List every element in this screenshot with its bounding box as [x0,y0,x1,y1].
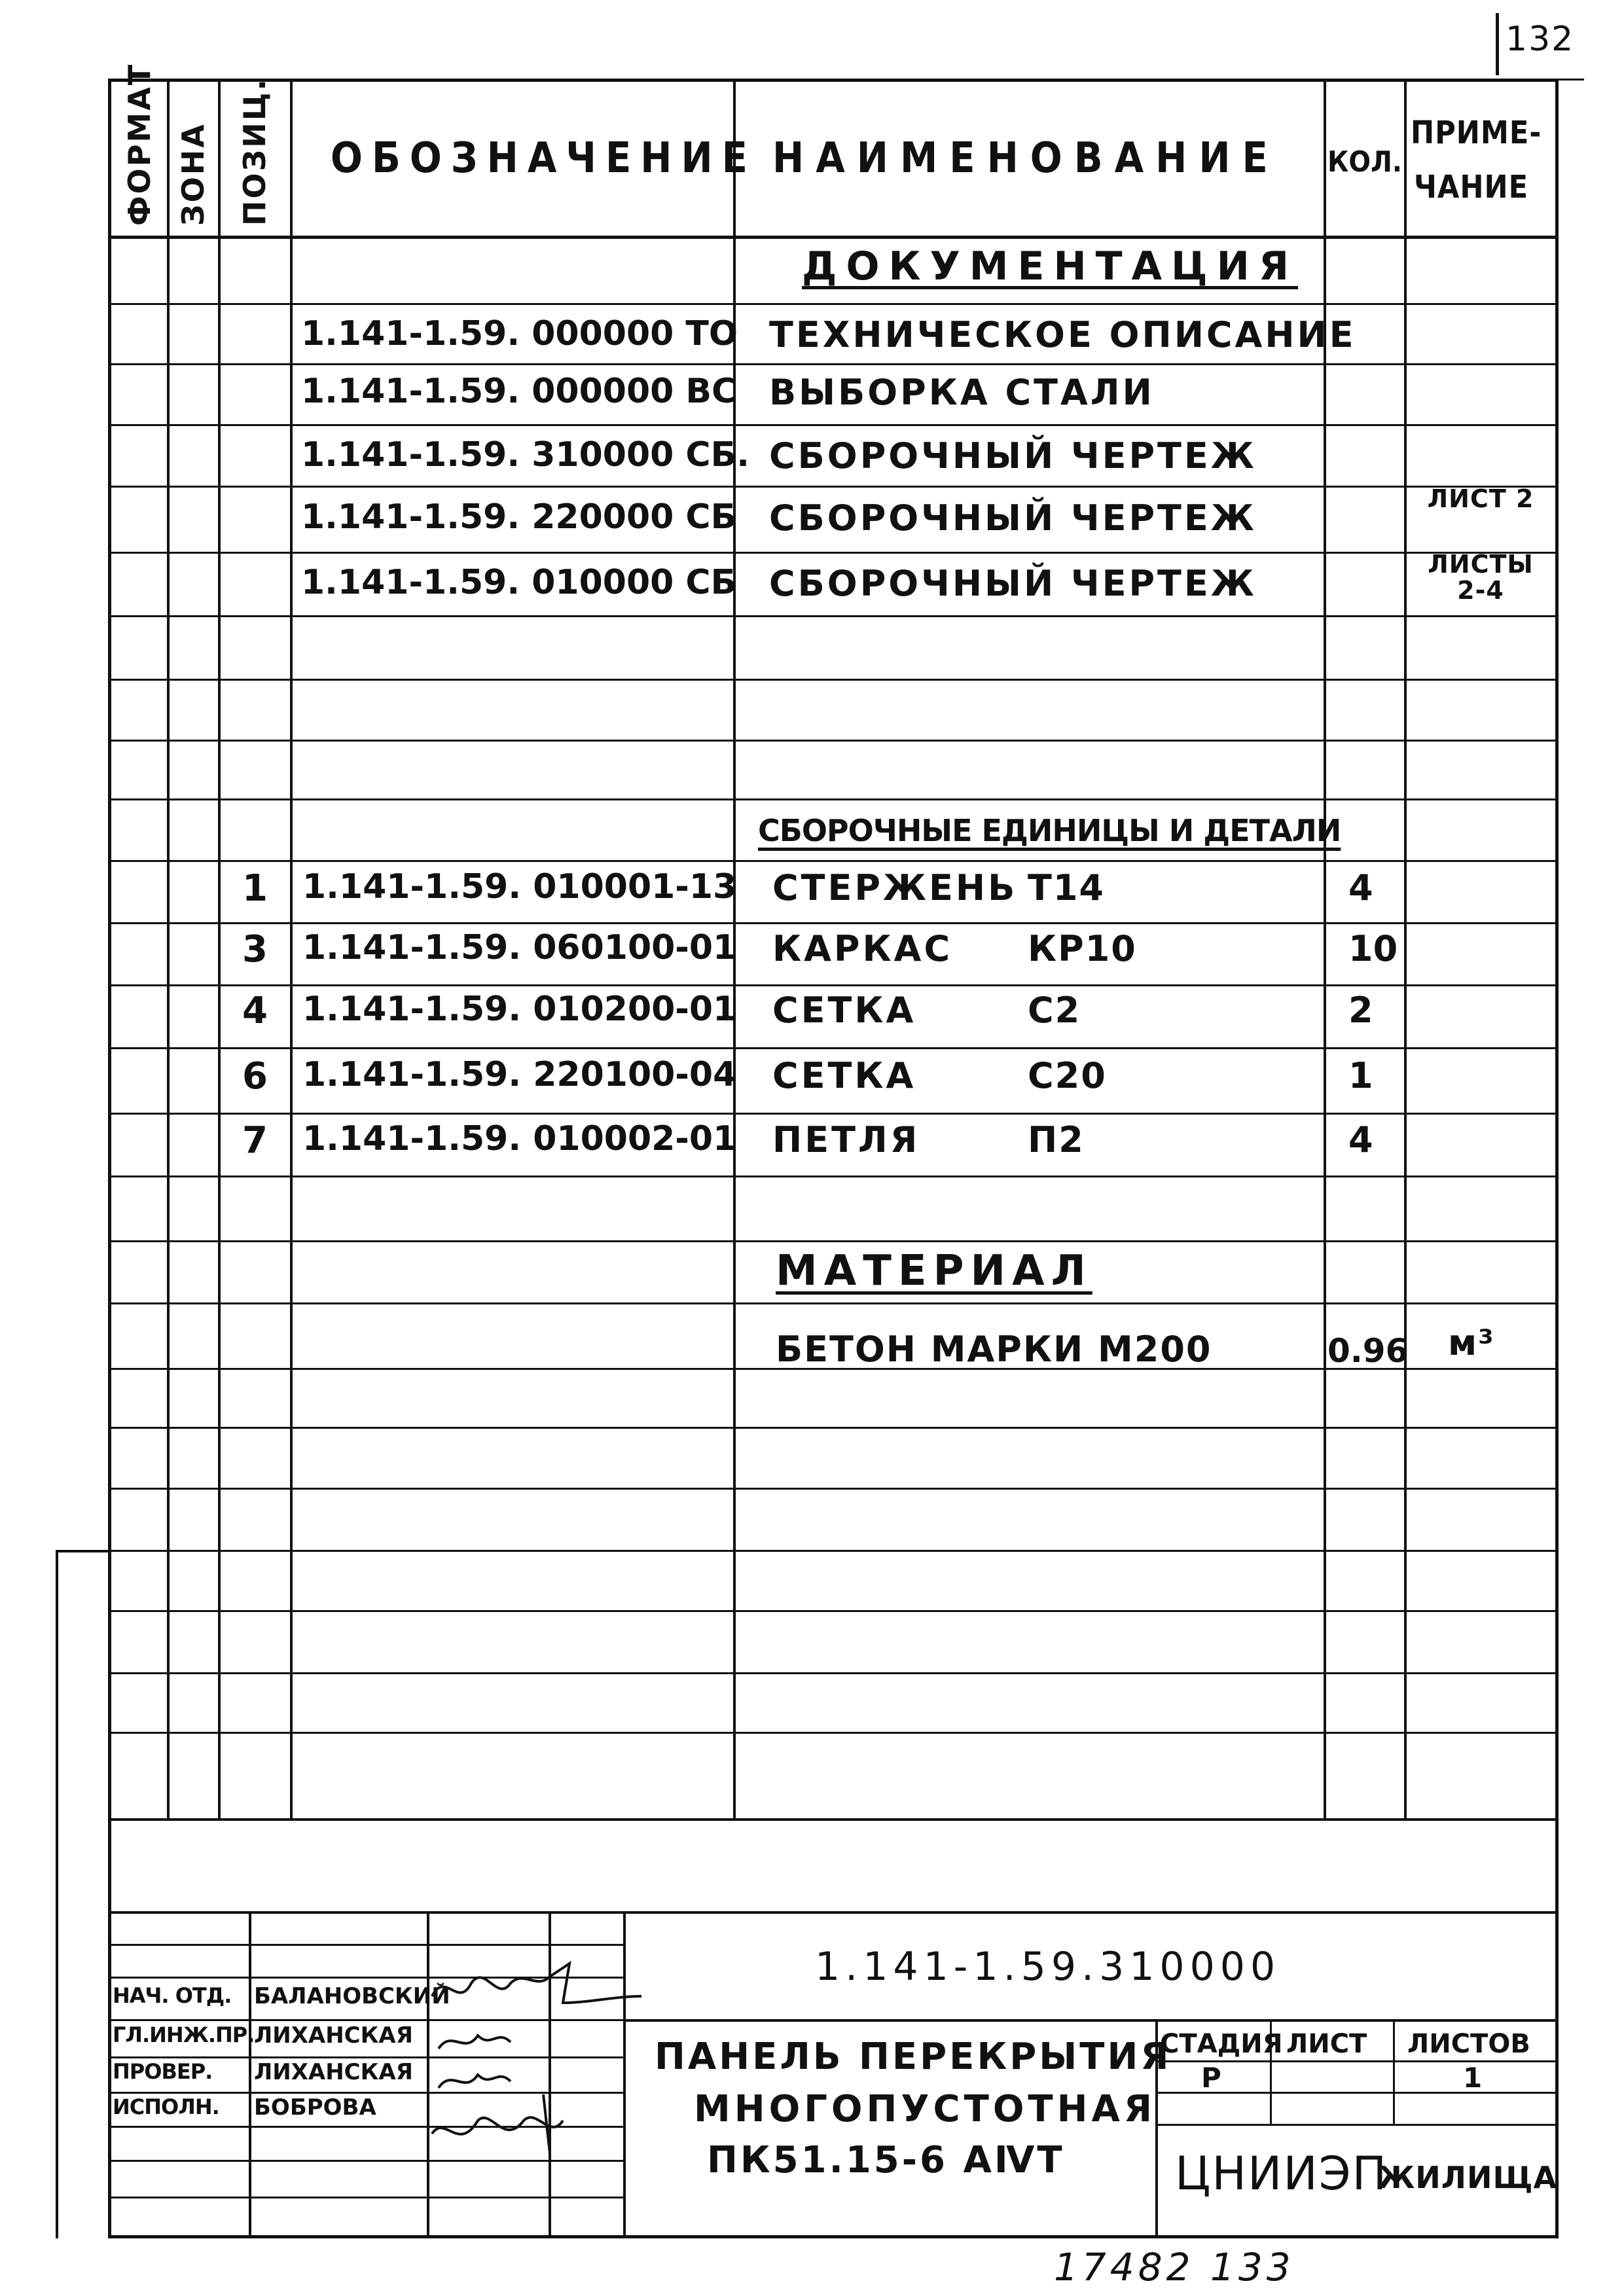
part-pos: 6 [242,1055,268,1098]
title-line1: ПАНЕЛЬ ПЕРЕКРЫТИЯ [655,2036,1172,2078]
header-note-line2: ЧАНИЕ [1414,169,1529,206]
part-qty: 1 [1348,1055,1373,1096]
part-pos: 4 [242,990,268,1032]
table-row-line [108,984,1558,986]
material-qty: 0.96 [1327,1332,1409,1370]
table-row-line [108,1113,1558,1115]
sheets-label: ЛИСТОВ [1407,2029,1530,2059]
section-assemblies: СБОРОЧНЫЕ ЕДИНИЦЫ И ДЕТАЛИ [758,813,1341,848]
sheet-label: ЛИСТ [1286,2029,1367,2059]
document-designation: 1.141-1.59. 000000 ВС [301,372,737,411]
signature-person: БОБРОВА [254,2094,376,2121]
document-name: ВЫБОРКА СТАЛИ [769,372,1155,413]
signature-role: ИСПОЛН. [113,2094,219,2119]
title-line2: МНОГОПУСТОТНАЯ [694,2088,1156,2130]
table-row-line [108,1240,1558,1242]
header-format: ФОРМАТ [122,62,157,226]
part-name: КАРКАС [772,928,953,969]
stage-label: СТАДИЯ [1160,2029,1283,2059]
document-name: ТЕХНИЧЕСКОЕ ОПИСАНИЕ [769,314,1356,355]
frame-bottom [108,2235,1558,2238]
document-note: ЛИСТ 2 [1427,484,1534,513]
title-line3: ПК51.15-6 АⅣТ [707,2139,1065,2181]
document-designation: 1.141-1.59. 010000 СБ [301,563,737,602]
signature-person: ЛИХАНСКАЯ [254,2022,413,2049]
signature-marks [419,1957,641,2186]
document-designation: 1.141-1.59. 310000 СБ. [301,435,749,475]
part-pos: 1 [242,867,268,910]
table-row-line [108,1732,1558,1734]
part-designation: 1.141-1.59. 220100-04 [302,1055,737,1094]
part-name: СЕТКА [772,1055,916,1096]
table-row-line [108,1302,1558,1304]
header-qty: КОЛ. [1327,145,1402,179]
section-documentation: ДОКУМЕНТАЦИЯ [802,243,1299,289]
table-row-line [108,363,1558,365]
part-name: СТЕРЖЕНЬ [772,867,1018,908]
part-mark: С20 [1028,1055,1107,1096]
material-unit: м³ [1448,1322,1495,1363]
part-name: ПЕТЛЯ [772,1119,920,1160]
signature-role: НАЧ. ОТД. [113,1983,232,2008]
bottom-note: 17482 133 [1054,2245,1295,2289]
header-name: НАИМЕНОВАНИЕ [772,134,1280,183]
part-mark: С2 [1028,990,1081,1031]
table-row-line [108,424,1558,426]
document-designation: 1.141-1.59. 000000 ТО [301,314,738,353]
part-qty: 10 [1348,928,1398,969]
part-pos: 7 [242,1119,268,1162]
document-note: ЛИСТЫ 2-4 [1428,550,1534,605]
part-designation: 1.141-1.59. 010002-01 [302,1119,737,1158]
document-designation: 1.141-1.59. 220000 СБ [301,497,737,537]
frame-right [1555,79,1559,2238]
signature-person: БАЛАНОВСКИЙ [254,1983,450,2009]
table-row-line [108,615,1558,617]
table-row-line [108,1488,1558,1490]
table-row-line [108,860,1558,862]
header-pos: ПОЗИЦ. [237,77,272,226]
table-row-line [108,303,1558,305]
signature-role: ГЛ.ИНЖ.ПР. [113,2022,255,2047]
header-zone: ЗОНА [175,122,211,226]
document-name: СБОРОЧНЫЙ ЧЕРТЕЖ [769,563,1257,604]
frame-top [108,79,1558,82]
table-row-line [108,1175,1558,1177]
header-note-line1: ПРИМЕ- [1411,115,1542,151]
frame-left [108,79,111,2238]
organization-suffix: ЖИЛИЩА [1378,2160,1558,2195]
table-row-line [108,740,1558,742]
table-row-line [108,922,1558,924]
part-mark: Т14 [1028,867,1105,908]
part-designation: 1.141-1.59. 010200-01 [302,990,737,1029]
part-pos: 3 [242,928,268,971]
document-name: СБОРОЧНЫЙ ЧЕРТЕЖ [769,435,1257,476]
table-row-line [108,1427,1558,1429]
table-row-line [108,552,1558,554]
part-name: СЕТКА [772,990,916,1031]
table-row-line [108,486,1558,488]
table-row-line [108,1550,1558,1552]
organization: ЦНИИЭП [1175,2147,1388,2200]
part-qty: 4 [1348,867,1373,908]
sheets-value: 1 [1463,2062,1484,2094]
material-name: БЕТОН МАРКИ М200 [776,1329,1212,1370]
part-designation: 1.141-1.59. 060100-01 [302,928,737,967]
part-qty: 4 [1348,1119,1373,1160]
stage-value: Р [1201,2062,1223,2094]
table-row-line [108,798,1558,800]
drawing-code: 1.141-1.59.310000 [815,1944,1281,1990]
sheet-number-top: 132 [1506,20,1575,59]
header-designation: ОБОЗНАЧЕНИЕ [331,134,757,183]
part-mark: П2 [1028,1119,1085,1160]
table-row-line [108,1047,1558,1049]
signature-person: ЛИХАНСКАЯ [254,2059,413,2085]
part-mark: КР10 [1028,928,1137,969]
signature-role: ПРОВЕР. [113,2059,213,2084]
table-row-line [108,1672,1558,1674]
section-material: МАТЕРИАЛ [776,1247,1092,1295]
document-name: СБОРОЧНЫЙ ЧЕРТЕЖ [769,497,1257,539]
table-row-line [108,1610,1558,1612]
table-row-line [108,679,1558,681]
part-designation: 1.141-1.59. 010001-13 [302,867,737,906]
part-qty: 2 [1348,990,1373,1031]
